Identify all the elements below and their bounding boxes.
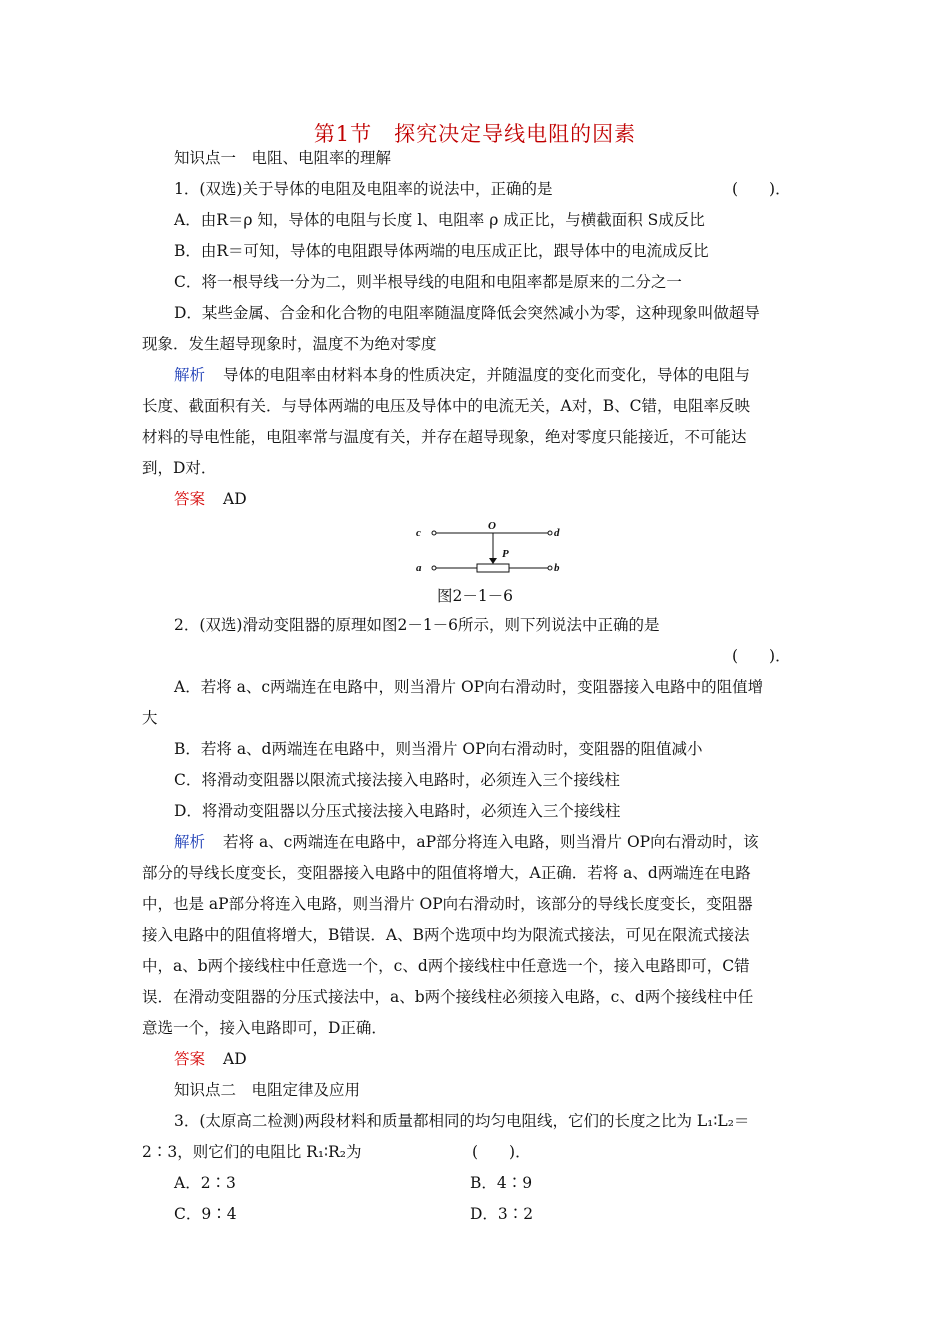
- q1-analysis-line3: 材料的导电性能，电阻率常与温度有关，并存在超导现象，绝对零度只能接近，不可能达: [142, 428, 747, 446]
- q1-option-b: B．由R＝可知，导体的电阻跟导体两端的电压成正比，跟导体中的电流成反比: [174, 242, 709, 260]
- q1-analysis-line4: 到，D对．: [142, 459, 217, 477]
- terminal-label-a: a: [416, 562, 422, 574]
- section-heading-2: 知识点二 电阻定律及应用: [174, 1081, 361, 1099]
- q1-stem: 1．(双选)关于导体的电阻及电阻率的说法中，正确的是: [174, 180, 553, 198]
- q1-answer-value: AD: [223, 490, 247, 508]
- q1-analysis-label: 解析: [174, 366, 206, 384]
- q1-answer-bracket: ( )．: [732, 180, 791, 198]
- q2-analysis-line7: 意选一个，接入电路即可，D正确．: [142, 1019, 387, 1037]
- q1-analysis-line1: [174, 365, 750, 385]
- terminal-label-c: c: [416, 527, 421, 539]
- q2-option-b: B．若将 a、d两端连在电路中，则当滑片 OP向右滑动时，变阻器的阻值减小: [174, 740, 703, 758]
- q1-analysis-line2: 长度、截面积有关．与导体两端的电压及导体中的电流无关，A对，B、C错，电阻率反映: [142, 397, 750, 415]
- q1-answer-label: 答案: [174, 490, 206, 508]
- q3-stem-line2: 2∶3，则它们的电阻比 R₁∶R₂为: [142, 1143, 362, 1161]
- q1-option-a: A．由R＝ρ 知，导体的电阻与长度 l、电阻率 ρ 成正比，与横截面积 S成反比: [174, 211, 705, 229]
- q2-analysis-line4: 接入电路中的阻值将增大，B错误．A、B两个选项中均为限流式接法，可见在限流式接法: [142, 926, 750, 944]
- terminal-label-o: O: [488, 520, 496, 532]
- q3-answer-bracket: ( )．: [472, 1143, 531, 1161]
- q2-answer-bracket: ( )．: [732, 647, 791, 665]
- q2-option-a-line2: 大: [142, 709, 158, 727]
- q2-analysis-label: 解析: [174, 833, 206, 851]
- q2-answer-value: AD: [223, 1050, 247, 1068]
- resistor-coil: [477, 564, 509, 572]
- q1-option-d-line1: D．某些金属、合金和化合物的电阻率随温度降低会突然减小为零，这种现象叫做超导: [174, 304, 760, 322]
- q3-option-a: A．2∶3: [174, 1174, 236, 1192]
- terminal-label-d: d: [554, 527, 560, 539]
- terminal-a: [432, 566, 436, 570]
- q2-analysis-line3: 中，也是 aP部分将连入电路，则当滑片 OP向右滑动时，该部分的导线长度变长，变阻器: [142, 895, 753, 913]
- q2-analysis-line1: [174, 832, 759, 852]
- q3-option-d: D．3∶2: [470, 1205, 534, 1223]
- figure-caption: 图2－1－6: [436, 587, 514, 605]
- q2-analysis-line6: 误．在滑动变阻器的分压式接法中，a、b两个接线柱必须接入电路，c、d两个接线柱中任: [142, 988, 754, 1006]
- q2-option-c: C．将滑动变阻器以限流式接法接入电路时，必须连入三个接线柱: [174, 771, 620, 789]
- terminal-b: [548, 566, 552, 570]
- q2-option-d: D．将滑动变阻器以分压式接法接入电路时，必须连入三个接线柱: [174, 802, 621, 820]
- slider-arrow-icon: [489, 558, 497, 564]
- q2-answer-line: [174, 1049, 247, 1069]
- q2-analysis-line2: 部分的导线长度变长，变阻器接入电路中的阻值将增大，A正确．若将 a、d两端连在电路: [142, 864, 751, 882]
- q1-answer-line: [174, 489, 247, 509]
- rheostat-circuit-figure: [415, 518, 575, 580]
- terminal-d: [548, 531, 552, 535]
- q3-stem-line1: 3．(太原高二检测)两段材料和质量都相同的均匀电阻线，它们的长度之比为 L₁∶L₂＝: [174, 1112, 750, 1130]
- q3-option-b: B．4∶9: [470, 1174, 533, 1192]
- q2-answer-label: 答案: [174, 1050, 206, 1068]
- q2-analysis-text1: 若将 a、c两端连在电路中，aP部分将连入电路，则当滑片 OP向右滑动时，该: [223, 833, 759, 851]
- q2-option-a-line1: A．若将 a、c两端连在电路中，则当滑片 OP向右滑动时，变阻器接入电路中的阻值增: [174, 678, 764, 696]
- q1-option-c: C．将一根导线一分为二，则半根导线的电阻和电阻率都是原来的二分之一: [174, 273, 682, 291]
- q2-stem: 2．(双选)滑动变阻器的原理如图2－1－6所示，则下列说法中正确的是: [174, 616, 660, 634]
- q2-analysis-line5: 中，a、b两个接线柱中任意选一个，c、d两个接线柱中任意选一个，接入电路即可，C错: [142, 957, 750, 975]
- page-title: 第1节 探究决定导线电阻的因素: [313, 122, 637, 146]
- slider-label-p: P: [502, 548, 509, 560]
- q1-analysis-text1: 导体的电阻率由材料本身的性质决定，并随温度的变化而变化，导体的电阻与: [223, 366, 751, 384]
- q1-option-d-line2: 现象．发生超导现象时，温度不为绝对零度: [142, 335, 437, 353]
- q3-option-c: C．9∶4: [174, 1205, 237, 1223]
- section-heading-1: 知识点一 电阻、电阻率的理解: [174, 149, 392, 167]
- terminal-c: [432, 531, 436, 535]
- terminal-label-b: b: [554, 562, 560, 574]
